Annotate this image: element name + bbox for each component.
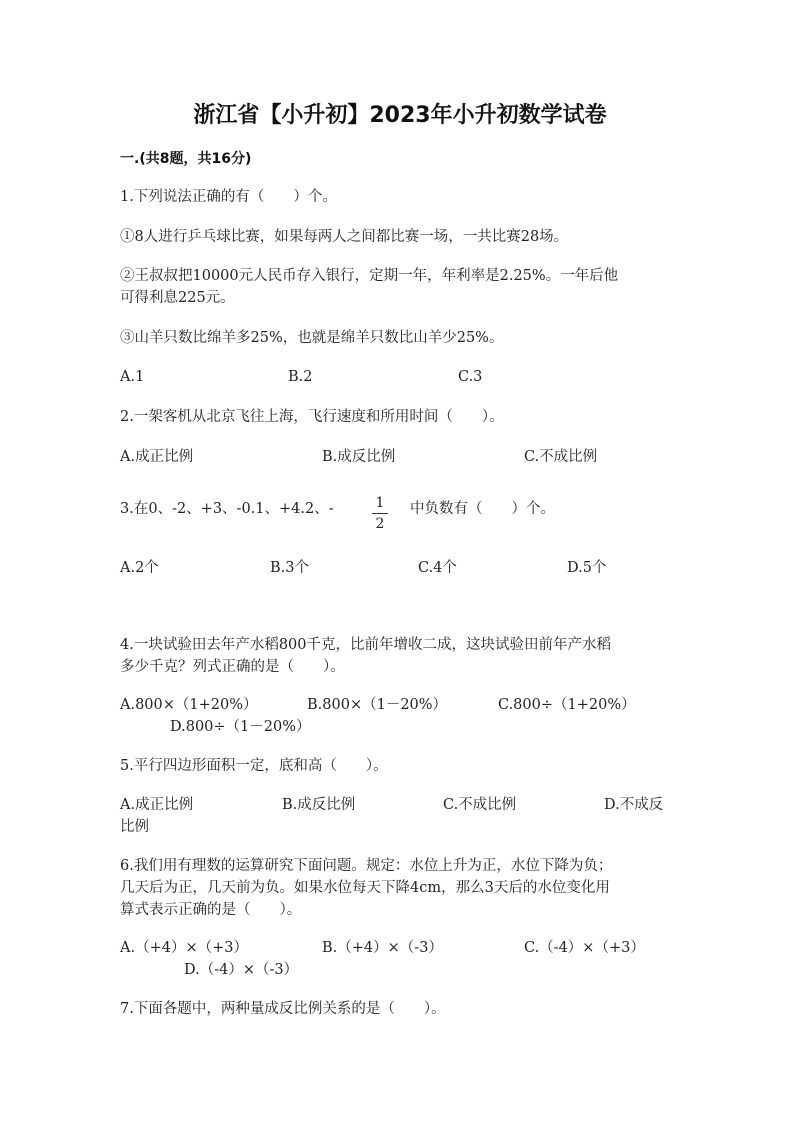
question-6-stem: 6.我们用有理数的运算研究下面问题。规定：水位上升为正，水位下降为负； bbox=[120, 858, 613, 874]
question-1-statement-2: ②王叔叔把10000元人民币存入银行，定期一年，年利率是2.25%。一年后他 bbox=[120, 268, 619, 284]
question-2-option-a: A.成正比例 bbox=[120, 449, 194, 465]
question-5-option-d-cont: 比例 bbox=[120, 819, 149, 835]
question-6-stem-cont-2: 算式表示正确的是（ ）。 bbox=[120, 902, 302, 918]
question-2-option-b: B.成反比例 bbox=[322, 449, 396, 465]
question-1-option-a: A.1 bbox=[120, 369, 145, 385]
question-5-option-d: D.不成反 bbox=[604, 797, 664, 813]
question-1-option-b: B.2 bbox=[288, 369, 313, 385]
question-4-option-b: B.800×（1－20%） bbox=[307, 697, 448, 713]
question-5-stem: 5.平行四边形面积一定，底和高（ ）。 bbox=[120, 758, 388, 774]
question-3-option-d: D.5个 bbox=[567, 560, 607, 576]
question-6-option-d: D.（-4）×（-3） bbox=[184, 962, 299, 978]
question-1-option-c: C.3 bbox=[458, 369, 483, 385]
fraction-numerator: 1 bbox=[375, 495, 385, 511]
question-1-statement-2-cont: 可得利息225元。 bbox=[120, 290, 235, 306]
question-6-option-a: A.（+4）×（+3） bbox=[120, 940, 248, 956]
question-1-statement-3: ③山羊只数比绵羊多25%，也就是绵羊只数比山羊少25%。 bbox=[120, 330, 504, 346]
question-5-option-b: B.成反比例 bbox=[282, 797, 356, 813]
question-4-stem-cont: 多少千克？列式正确的是（ ）。 bbox=[120, 659, 345, 675]
fraction-bar bbox=[372, 513, 388, 514]
question-6-option-b: B.（+4）×（-3） bbox=[322, 940, 443, 956]
question-5-option-c: C.不成比例 bbox=[443, 797, 517, 813]
question-1-stem: 1.下列说法正确的有（ ）个。 bbox=[120, 189, 337, 205]
question-3-stem-cont: 中负数有（ ）个。 bbox=[410, 501, 555, 517]
fraction-denominator: 2 bbox=[375, 516, 385, 532]
question-6-option-c: C.（-4）×（+3） bbox=[524, 940, 645, 956]
section-heading: 一.(共8题，共16分) bbox=[120, 151, 252, 167]
question-2-option-c: C.不成比例 bbox=[524, 449, 598, 465]
question-5-option-a: A.成正比例 bbox=[120, 797, 194, 813]
question-4-option-a: A.800×（1+20%） bbox=[120, 697, 258, 713]
question-3-option-a: A.2个 bbox=[120, 560, 159, 576]
question-6-stem-cont-1: 几天后为正，几天前为负。如果水位每天下降4cm，那么3天后的水位变化用 bbox=[120, 880, 610, 896]
fraction-one-half bbox=[372, 494, 388, 533]
question-4-option-c: C.800÷（1+20%） bbox=[498, 697, 636, 713]
page-title: 浙江省【小升初】2023年小升初数学试卷 bbox=[193, 103, 607, 128]
question-7-stem: 7.下面各题中，两种量成反比例关系的是（ ）。 bbox=[120, 1001, 446, 1017]
question-4-stem: 4.一块试验田去年产水稻800千克，比前年增收二成，这块试验田前年产水稻 bbox=[120, 637, 612, 653]
question-3-option-c: C.4个 bbox=[418, 560, 457, 576]
question-1-statement-1: ①8人进行乒乓球比赛，如果每两人之间都比赛一场，一共比赛28场。 bbox=[120, 229, 569, 245]
question-3-option-b: B.3个 bbox=[270, 560, 309, 576]
question-4-option-d: D.800÷（1－20%） bbox=[170, 719, 311, 735]
question-3-stem: 3.在0、-2、+3、-0.1、+4.2、- bbox=[120, 501, 334, 517]
question-2-stem: 2.一架客机从北京飞往上海，飞行速度和所用时间（ ）。 bbox=[120, 409, 504, 425]
